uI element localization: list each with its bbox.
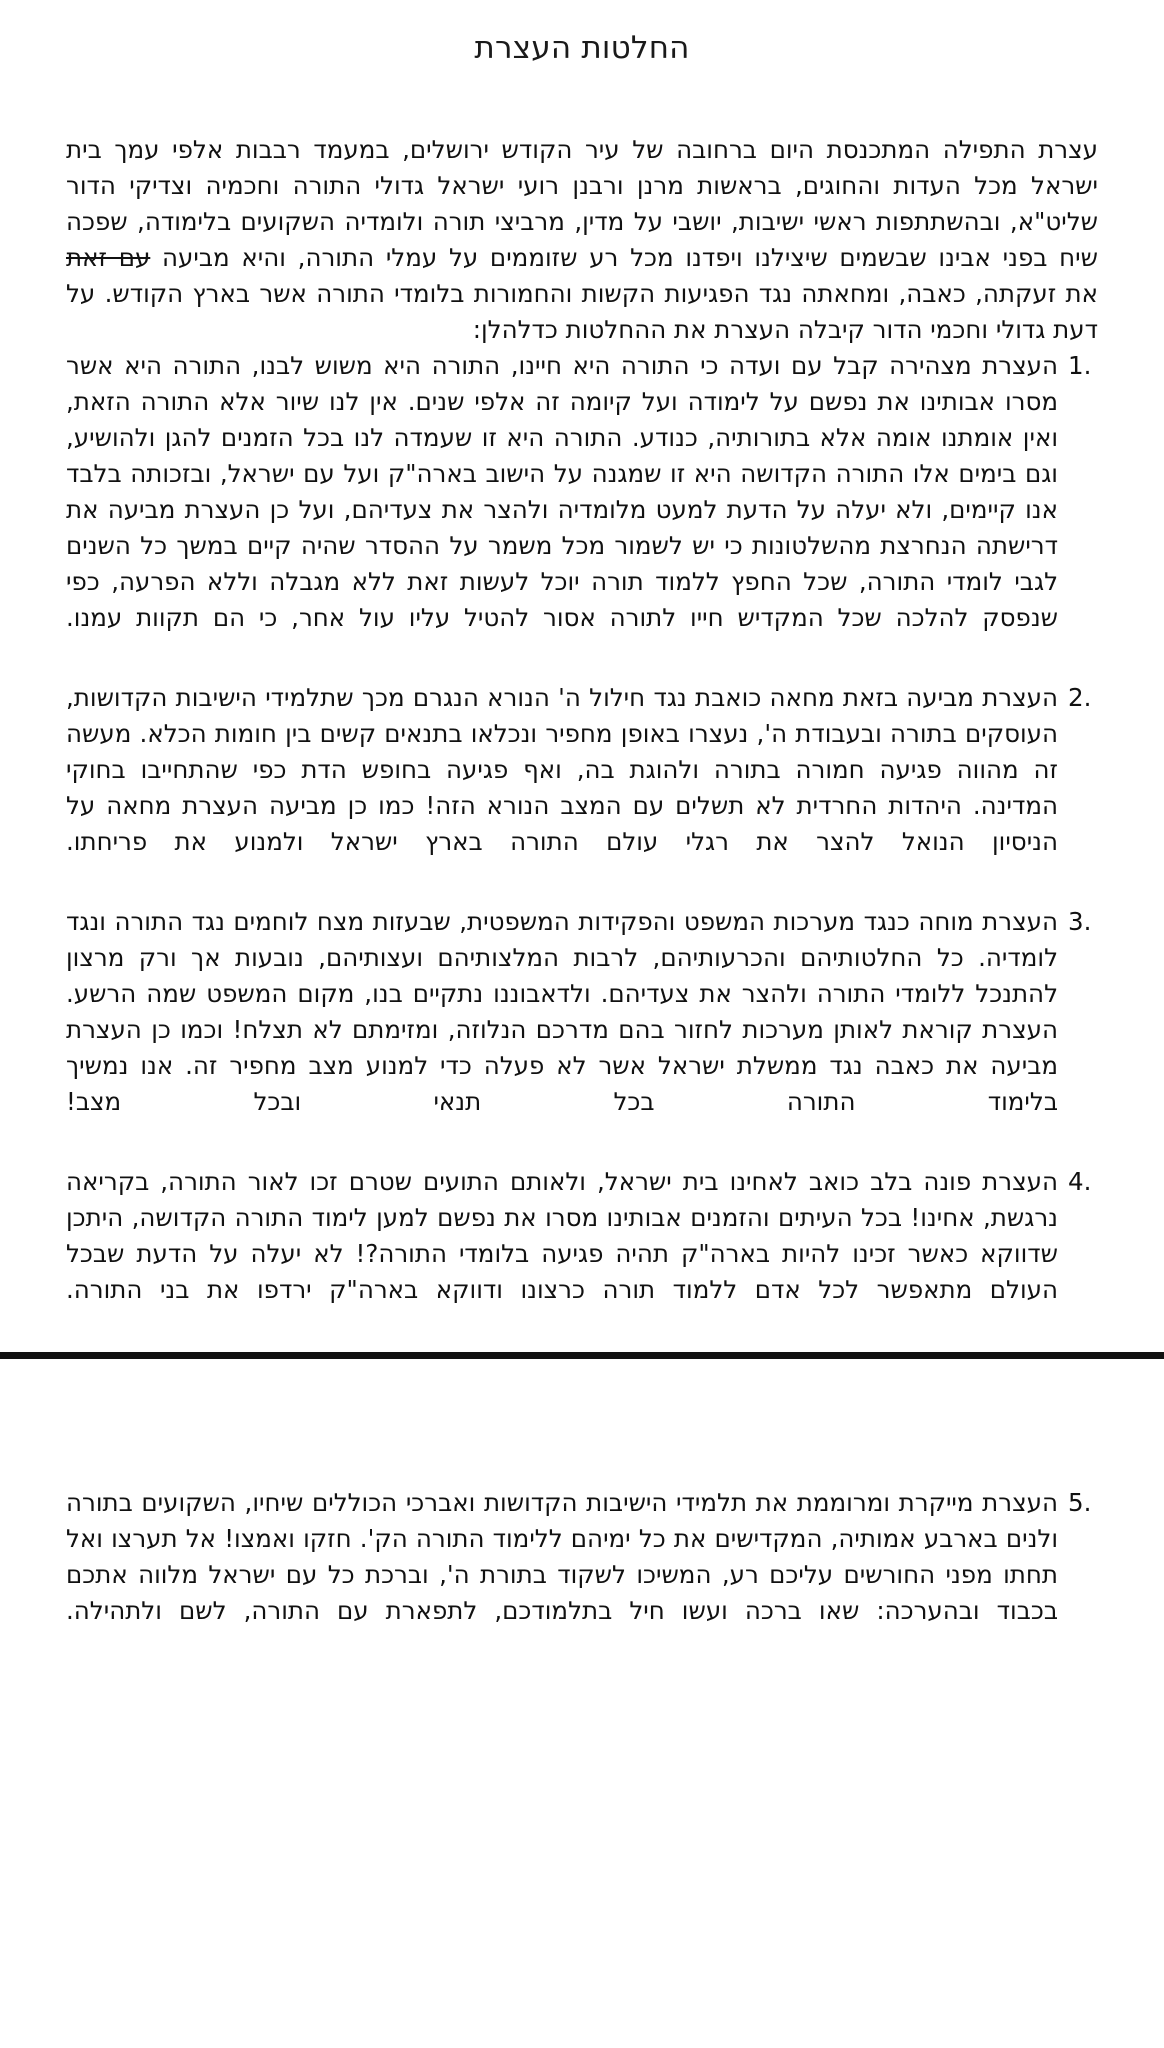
list-item — [66, 904, 1098, 1120]
resolution-number: 3. — [1068, 907, 1092, 937]
resolution-text: העצרת מייקרת ומרוממת את תלמידי הישיבות הקדושות ואברכי הכוללים שיחיו, השקועים בתורה ולנים בארבע אמותיה, המקדישים את כל ימיהם ללימוד התורה הק'. חזקו ואמצו! אל תערצו ואל תחתו מפני החורשים עליכם רע, המשיכו לשקוד בתורת ה', וברכת כל עם ישראל מלווה אתכם בכבוד ובהערכה: שאו ברכה ועשו חיל בתלמודכם, לתפארת עם התורה, לשם ולתהילה. — [66, 1488, 1058, 1626]
intro-struck-text: עם זאת — [66, 243, 151, 273]
resolution-text: העצרת מביעה בזאת מחאה כואבת נגד חילול ה' הנורא הנגרם מכך שתלמידי הישיבות הקדושות, העוסקים בתורה ובעבודת ה', נעצרו באופן מחפיר ונכלאו בתנאים קשים בין חומות הכלא. מעשה זה מהווה פגיעה חמורה בתורה ולהוגת בה, ואף פגיעה בחופש הדת כפי שהתחייבו בחוקי המדינה. היהדות החרדית לא תשלים עם המצב הנורא הזה! כמו כן מביעה העצרת מחאה על הניסיון הנואל להצר את רגלי עולם התורה בארץ ישראל ולמנוע את פריחתו. — [66, 683, 1058, 857]
list-item — [66, 680, 1098, 860]
document-body-continued — [0, 1359, 1164, 1629]
intro-text-part-2: את זעקתה, כאבה, ומחאתה נגד הפגיעות הקשות והחמורות בלומדי התורה אשר בארץ הקודש. על דעת גדולי וחכמי הדור קיבלה העצרת את ההחלטות כדלהלן: — [66, 279, 1098, 345]
resolution-number: 1. — [1068, 351, 1092, 381]
page-title: החלטות העצרת — [474, 30, 690, 66]
resolution-text: העצרת מצהירה קבל עם ועדה כי התורה היא חיינו, התורה היא משוש לבנו, התורה היא אשר מסרו אבותינו את נפשם על לימודה ועל קיומה זה אלפי שנים. אין לנו שיור אלא התורה הזאת, ואין אומתנו אומה אלא בתורותיה, כנודע. התורה היא זו שעמדה לנו בכל הזמנים להגן ולהושיע, וגם בימים אלו התורה הקדושה היא זו שמגנה על הישוב בארה"ק ועל עם ישראל, ובזכותה בלבד אנו קיימים, ולא יעלה על הדעת למעט מלומדיה ולהצר את צעדיהם, ועל כן העצרת מביעה את דרישתה הנחרצת מהשלטונות כי יש לשמור מכל משמר על ההסדר שהיה קיים במשך כל השנים לגבי לומדי התורה, שכל החפץ ללמוד תורה יוכל לעשות זאת ללא מגבלה וללא הפרעה, כפי שנפסק להלכה שכל המקדיש חייו לתורה אסור להטיל עליו עול אחר, כי הם תקוות עמנו. — [66, 351, 1058, 633]
list-item — [66, 1164, 1098, 1308]
list-item — [66, 348, 1098, 636]
intro-text-part-1: עצרת התפילה המתכנסת היום ברחובה של עיר הקודש ירושלים, במעמד רבבות אלפי עמך בית ישראל מכל העדות והחוגים, בראשות מרנן ורבנן רועי ישראל גדולי התורה וחכמיה וצדיקי הדור שליט"א, ובהשתתפות ראשי ישיבות, יושבי על מדין, מרביצי תורה ולומדיה השקועים בלימודה, שפכה שיח בפני אבינו שבשמים שיצילנו ויפדנו מכל רע שזוממים על עמלי התורה, והיא מביעה — [66, 135, 1098, 273]
resolution-number: 4. — [1068, 1167, 1092, 1197]
intro-paragraph — [66, 132, 1098, 348]
resolutions-list — [66, 348, 1098, 1308]
resolutions-list-continued — [66, 1485, 1098, 1629]
resolution-text: העצרת מוחה כנגד מערכות המשפט והפקידות המשפטית, שבעזות מצח לוחמים נגד התורה ונגד לומדיה. כל החלטותיהם והכרעותיהם, לרבות המלצותיהם ועצותיהם, נובעות אך ורק מרצון להתנכל ללומדי התורה ולהצר את צעדיהם. ולדאבוננו נתקיים בנו, מקום המשפט שמה הרשע. העצרת קוראת לאותן מערכות לחזור בהם מדרכם הנלוזה, ומזימתם לא תצלח! וכמו כן העצרת מביעה את כאבה נגד ממשלת ישראל אשר לא פעלה כדי למנוע מצב מחפיר זה. אנו נמשיך בלימוד התורה בכל תנאי ובכל מצב! — [66, 907, 1058, 1117]
resolution-number: 5. — [1068, 1488, 1092, 1518]
section-divider — [0, 1352, 1164, 1359]
document-body — [0, 132, 1164, 1308]
resolution-text: העצרת פונה בלב כואב לאחינו בית ישראל, ולאותם התועים שטרם זכו לאור התורה, בקריאה נרגשת, אחינו! בכל העיתים והזמנים אבותינו מסרו את נפשם למען לימוד התורה הקדושה, היתכן שדווקא כאשר זכינו להיות בארה"ק תהיה פגיעה בלומדי התורה?! לא יעלה על הדעת שבכל העולם מתאפשר לכל אדם ללמוד תורה כרצונו ודווקא בארה"ק ירדפו את בני התורה. — [66, 1167, 1058, 1305]
resolution-number: 2. — [1068, 683, 1092, 713]
list-item — [66, 1485, 1098, 1629]
